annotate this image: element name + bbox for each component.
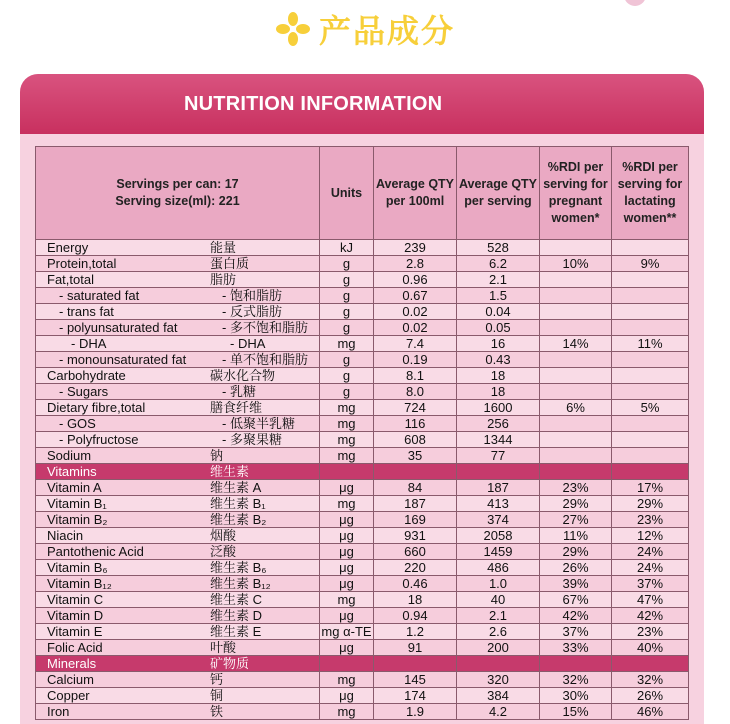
- nutrient-name-cn: - 饱和脂肪: [222, 288, 282, 303]
- unit-cell: mg: [320, 336, 374, 352]
- per-serving-cell: 18: [457, 384, 540, 400]
- per-100ml-cell: 0.02: [374, 304, 457, 320]
- rdi-pregnant-cell: 27%: [540, 512, 612, 528]
- nutrient-name-cn: 维生素 C: [210, 592, 263, 607]
- nutrient-name-cn: - 单不饱和脂肪: [222, 352, 308, 367]
- per-serving-cell: 200: [457, 640, 540, 656]
- nutrient-name: [36, 400, 320, 416]
- unit-cell: mg α-TE: [321, 624, 372, 639]
- per-serving-cell: 0.04: [457, 304, 540, 320]
- nutrient-name: [36, 576, 320, 592]
- per-serving-cell: 374: [457, 512, 540, 528]
- nutrient-name-en: Protein,total: [47, 256, 117, 271]
- unit-cell: mg: [320, 416, 374, 432]
- header-units: Units: [320, 147, 374, 240]
- per-serving-cell: 528: [457, 240, 540, 256]
- unit-cell: mg: [320, 672, 374, 688]
- nutrition-card: [20, 74, 704, 724]
- page-heading: [0, 6, 730, 52]
- rdi-pregnant-cell: 32%: [540, 672, 612, 688]
- nutrient-name-cn: - 乳糖: [222, 384, 256, 399]
- per-100ml-cell: 0.96: [374, 272, 457, 288]
- per-100ml-cell: 724: [374, 400, 457, 416]
- per-serving-cell: 1.5: [457, 288, 540, 304]
- nutrient-name-cn: 烟酸: [210, 528, 237, 543]
- per-100ml-cell: 931: [374, 528, 457, 544]
- per-serving-cell: 2.1: [457, 608, 540, 624]
- per-100ml-cell: 145: [374, 672, 457, 688]
- per-serving-cell: 2.6: [457, 624, 540, 640]
- nutrient-name-en: Vitamin B₁₂: [47, 576, 112, 591]
- nutrient-name-cn: 维生素 B₁: [210, 496, 266, 511]
- unit-cell: mg: [320, 448, 374, 464]
- servings-per-can: Servings per can: 17: [116, 177, 239, 191]
- table-row: [36, 288, 689, 304]
- nutrient-name-cn: - DHA: [230, 336, 266, 351]
- nutrient-name: [36, 592, 320, 608]
- per-100ml-cell: 18: [374, 592, 457, 608]
- per-serving-cell: 4.2: [457, 704, 540, 720]
- table-row: [36, 528, 689, 544]
- per-100ml-cell: 187: [374, 496, 457, 512]
- section-label-en: Minerals: [47, 656, 97, 671]
- unit-cell: μg: [320, 528, 374, 544]
- per-100ml-cell: 8.0: [374, 384, 457, 400]
- per-serving-cell: 0.43: [457, 352, 540, 368]
- table-row: [36, 560, 689, 576]
- table-row: [36, 240, 689, 256]
- nutrient-name-cn: 维生素 B₁₂: [210, 576, 271, 591]
- rdi-lactating-cell: 37%: [612, 576, 689, 592]
- nutrient-name: [36, 608, 320, 624]
- unit-cell: mg: [320, 704, 374, 720]
- per-serving-cell: 0.05: [457, 320, 540, 336]
- table-row: [36, 416, 689, 432]
- section-empty-cell: [320, 656, 374, 672]
- rdi-pregnant-cell: 29%: [540, 496, 612, 512]
- nutrient-name-cn: 铜: [210, 688, 224, 703]
- table-row: [36, 480, 689, 496]
- nutrition-rows: [36, 240, 689, 720]
- rdi-lactating-cell: 29%: [612, 496, 689, 512]
- nutrient-name-en: - polyunsaturated fat: [59, 320, 178, 335]
- unit-cell: g: [320, 320, 374, 336]
- per-serving-cell: 1600: [457, 400, 540, 416]
- nutrient-name-en: - GOS: [59, 416, 96, 431]
- rdi-pregnant-cell: [540, 448, 612, 464]
- rdi-pregnant-cell: 33%: [540, 640, 612, 656]
- rdi-lactating-cell: 42%: [612, 608, 689, 624]
- header-rdi-lactating: %RDI per serving for lactating women**: [612, 147, 689, 240]
- nutrient-name-en: Vitamin B₆: [47, 560, 108, 575]
- per-100ml-cell: 84: [374, 480, 457, 496]
- section-label-cn: 维生素: [210, 464, 250, 479]
- unit-cell: μg: [320, 608, 374, 624]
- rdi-lactating-cell: 47%: [612, 592, 689, 608]
- rdi-pregnant-cell: [540, 368, 612, 384]
- rdi-pregnant-cell: [540, 320, 612, 336]
- rdi-pregnant-cell: 39%: [540, 576, 612, 592]
- table-row: [36, 592, 689, 608]
- section-empty-cell: [320, 464, 374, 480]
- nutrient-name-cn: - 低聚半乳糖: [222, 416, 295, 431]
- nutrient-name: [36, 480, 320, 496]
- rdi-lactating-cell: [612, 384, 689, 400]
- per-serving-cell: 40: [457, 592, 540, 608]
- nutrient-name-en: Sodium: [47, 448, 92, 463]
- per-100ml-cell: 2.8: [374, 256, 457, 272]
- nutrient-name-en: - monounsaturated fat: [59, 352, 187, 367]
- nutrient-name: [36, 336, 320, 352]
- rdi-pregnant-cell: 30%: [540, 688, 612, 704]
- table-row: [36, 640, 689, 656]
- rdi-pregnant-cell: 14%: [540, 336, 612, 352]
- nutrient-name-en: - Sugars: [59, 384, 109, 399]
- unit-cell: mg: [320, 400, 374, 416]
- header-rdi-pregnant: %RDI per serving for pregnant women*: [540, 147, 612, 240]
- table-row: [36, 336, 689, 352]
- rdi-lactating-cell: [612, 432, 689, 448]
- per-100ml-cell: 91: [374, 640, 457, 656]
- nutrient-name: [36, 352, 320, 368]
- per-100ml-cell: 0.94: [374, 608, 457, 624]
- table-row: [36, 608, 689, 624]
- per-serving-cell: 320: [457, 672, 540, 688]
- unit-cell: μg: [320, 560, 374, 576]
- nutrient-name: [36, 240, 320, 256]
- nutrient-name: [36, 256, 320, 272]
- section-empty-cell: [374, 464, 457, 480]
- per-serving-cell: 2058: [457, 528, 540, 544]
- per-serving-cell: 486: [457, 560, 540, 576]
- per-100ml-cell: 239: [374, 240, 457, 256]
- rdi-pregnant-cell: [540, 384, 612, 400]
- section-label-en: Vitamins: [47, 464, 97, 479]
- rdi-pregnant-cell: [540, 304, 612, 320]
- rdi-lactating-cell: [612, 288, 689, 304]
- nutrition-header: NUTRITION INFORMATION: [20, 74, 704, 134]
- nutrient-name-en: Vitamin E: [47, 624, 103, 639]
- rdi-lactating-cell: [612, 448, 689, 464]
- per-100ml-cell: 116: [374, 416, 457, 432]
- rdi-pregnant-cell: 6%: [540, 400, 612, 416]
- rdi-pregnant-cell: [540, 272, 612, 288]
- nutrient-name: [36, 704, 320, 720]
- nutrient-name-cn: 膳食纤维: [210, 400, 263, 415]
- section-empty-cell: [612, 656, 689, 672]
- nutrient-name-en: Vitamin D: [47, 608, 104, 623]
- per-100ml-cell: 0.67: [374, 288, 457, 304]
- nutrient-name: [36, 624, 320, 640]
- unit-cell: μg: [320, 688, 374, 704]
- table-row: [36, 320, 689, 336]
- rdi-lactating-cell: 40%: [612, 640, 689, 656]
- table-row: [36, 448, 689, 464]
- rdi-pregnant-cell: 42%: [540, 608, 612, 624]
- nutrient-name: [36, 416, 320, 432]
- nutrient-name: [36, 512, 320, 528]
- rdi-pregnant-cell: [540, 352, 612, 368]
- unit-cell: kJ: [320, 240, 374, 256]
- rdi-lactating-cell: 32%: [612, 672, 689, 688]
- unit-cell: μg: [320, 480, 374, 496]
- rdi-pregnant-cell: [540, 240, 612, 256]
- rdi-pregnant-cell: 26%: [540, 560, 612, 576]
- per-serving-cell: 16: [457, 336, 540, 352]
- section-label-cn: 矿物质: [210, 656, 250, 671]
- nutrient-name-cn: 脂肪: [210, 272, 237, 287]
- unit-cell: g: [320, 272, 374, 288]
- nutrient-name-cn: 维生素 B₆: [210, 560, 267, 575]
- nutrient-name-cn: - 反式脂肪: [222, 304, 282, 319]
- rdi-lactating-cell: 23%: [612, 624, 689, 640]
- section-label: [36, 656, 320, 672]
- per-serving-cell: 2.1: [457, 272, 540, 288]
- section-row: [36, 464, 689, 480]
- rdi-lactating-cell: 5%: [612, 400, 689, 416]
- table-row: [36, 624, 689, 640]
- table-row: [36, 272, 689, 288]
- nutrient-name-en: - DHA: [71, 336, 107, 351]
- rdi-pregnant-cell: 10%: [540, 256, 612, 272]
- nutrient-name: [36, 272, 320, 288]
- nutrient-name-en: Dietary fibre,total: [47, 400, 146, 415]
- unit-cell: μg: [320, 640, 374, 656]
- nutrient-name-cn: 蛋白质: [210, 256, 250, 271]
- rdi-lactating-cell: [612, 240, 689, 256]
- nutrient-name-cn: - 多不饱和脂肪: [222, 320, 308, 335]
- rdi-lactating-cell: 46%: [612, 704, 689, 720]
- nutrient-name-cn: 能量: [210, 240, 237, 255]
- rdi-lactating-cell: 24%: [612, 544, 689, 560]
- per-100ml-cell: 169: [374, 512, 457, 528]
- section-empty-cell: [457, 656, 540, 672]
- nutrition-body: [20, 134, 704, 724]
- nutrient-name-cn: 维生素 D: [210, 608, 263, 623]
- nutrient-name-en: Pantothenic Acid: [47, 544, 144, 559]
- rdi-pregnant-cell: [540, 416, 612, 432]
- table-row: [36, 432, 689, 448]
- section-label: [36, 464, 320, 480]
- nutrient-name: [36, 384, 320, 400]
- rdi-pregnant-cell: 67%: [540, 592, 612, 608]
- table-row: [36, 544, 689, 560]
- rdi-pregnant-cell: 15%: [540, 704, 612, 720]
- nutrient-name: [36, 640, 320, 656]
- unit-cell: μg: [320, 576, 374, 592]
- nutrient-name: [36, 672, 320, 688]
- unit-cell: mg: [320, 496, 374, 512]
- header-per-100ml: Average QTY per 100ml: [374, 147, 457, 240]
- nutrient-name-cn: 钠: [210, 448, 224, 463]
- nutrient-name-en: Iron: [47, 704, 70, 719]
- section-empty-cell: [540, 464, 612, 480]
- rdi-lactating-cell: 23%: [612, 512, 689, 528]
- per-100ml-cell: 1.2: [374, 624, 457, 640]
- per-serving-cell: 1.0: [457, 576, 540, 592]
- nutrient-name-en: - Polyfructose: [59, 432, 139, 447]
- per-serving-cell: 77: [457, 448, 540, 464]
- table-row: [36, 576, 689, 592]
- table-row: [36, 352, 689, 368]
- per-100ml-cell: 660: [374, 544, 457, 560]
- rdi-pregnant-cell: [540, 432, 612, 448]
- per-serving-cell: 1344: [457, 432, 540, 448]
- per-100ml-cell: 0.46: [374, 576, 457, 592]
- per-serving-cell: 18: [457, 368, 540, 384]
- nutrient-name: [36, 448, 320, 464]
- rdi-lactating-cell: [612, 368, 689, 384]
- nutrient-name-en: - saturated fat: [59, 288, 140, 303]
- per-100ml-cell: 0.02: [374, 320, 457, 336]
- unit-cell: g: [320, 288, 374, 304]
- per-serving-cell: 1459: [457, 544, 540, 560]
- nutrient-name-en: Calcium: [47, 672, 94, 687]
- rdi-lactating-cell: 17%: [612, 480, 689, 496]
- unit-cell: mg: [320, 592, 374, 608]
- table-row: [36, 256, 689, 272]
- nutrient-name-en: Carbohydrate: [47, 368, 126, 383]
- nutrient-name: [36, 288, 320, 304]
- rdi-lactating-cell: 24%: [612, 560, 689, 576]
- section-empty-cell: [540, 656, 612, 672]
- rdi-lactating-cell: 12%: [612, 528, 689, 544]
- unit-cell: g: [320, 304, 374, 320]
- rdi-lactating-cell: 9%: [612, 256, 689, 272]
- unit-cell: g: [320, 256, 374, 272]
- section-empty-cell: [612, 464, 689, 480]
- table-row: [36, 688, 689, 704]
- unit-cell: μg: [320, 544, 374, 560]
- nutrient-name-cn: 叶酸: [210, 640, 237, 655]
- nutrient-name: [36, 496, 320, 512]
- table-row: [36, 672, 689, 688]
- nutrient-name-cn: 维生素 B₂: [210, 512, 267, 527]
- nutrient-name-cn: 泛酸: [210, 544, 237, 559]
- per-serving-cell: 6.2: [457, 256, 540, 272]
- nutrient-name: [36, 368, 320, 384]
- rdi-lactating-cell: [612, 320, 689, 336]
- nutrient-name-en: Energy: [47, 240, 89, 255]
- page-title: 产品成分: [318, 12, 455, 50]
- rdi-lactating-cell: [612, 304, 689, 320]
- table-row: [36, 512, 689, 528]
- table-row: [36, 704, 689, 720]
- serving-size: Serving size(ml): 221: [115, 194, 240, 208]
- nutrient-name: [36, 528, 320, 544]
- table-row: [36, 368, 689, 384]
- nutrient-name-en: Folic Acid: [47, 640, 103, 655]
- per-100ml-cell: 7.4: [374, 336, 457, 352]
- table-row: [36, 384, 689, 400]
- nutrient-name: [36, 432, 320, 448]
- rdi-pregnant-cell: 29%: [540, 544, 612, 560]
- nutrient-name-cn: 碳水化合物: [210, 368, 276, 383]
- unit-cell: g: [320, 384, 374, 400]
- nutrient-name: [36, 544, 320, 560]
- per-serving-cell: 413: [457, 496, 540, 512]
- rdi-lactating-cell: 26%: [612, 688, 689, 704]
- nutrient-name-en: - trans fat: [59, 304, 114, 319]
- rdi-pregnant-cell: 37%: [540, 624, 612, 640]
- per-100ml-cell: 35: [374, 448, 457, 464]
- rdi-pregnant-cell: [540, 288, 612, 304]
- nutrient-name-en: Copper: [47, 688, 90, 703]
- section-row: [36, 656, 689, 672]
- rdi-lactating-cell: 11%: [612, 336, 689, 352]
- per-100ml-cell: 174: [374, 688, 457, 704]
- table-row: [36, 400, 689, 416]
- nutrient-name-cn: - 多聚果糖: [222, 432, 282, 447]
- header-per-serving: Average QTY per serving: [457, 147, 540, 240]
- nutrient-name: [36, 560, 320, 576]
- serving-info: [36, 147, 320, 240]
- section-empty-cell: [457, 464, 540, 480]
- nutrient-name: [36, 304, 320, 320]
- per-100ml-cell: 0.19: [374, 352, 457, 368]
- rdi-lactating-cell: [612, 352, 689, 368]
- per-serving-cell: 187: [457, 480, 540, 496]
- unit-cell: μg: [320, 512, 374, 528]
- table-row: [36, 304, 689, 320]
- nutrient-name: [36, 688, 320, 704]
- nutrient-name-en: Fat,total: [47, 272, 94, 287]
- nutrient-name-cn: 铁: [210, 704, 224, 719]
- per-100ml-cell: 1.9: [374, 704, 457, 720]
- table-row: [36, 496, 689, 512]
- nutrient-name-cn: 维生素 A: [210, 480, 262, 495]
- unit-cell: mg: [320, 432, 374, 448]
- nutrition-table: [35, 146, 689, 720]
- rdi-lactating-cell: [612, 416, 689, 432]
- per-100ml-cell: 608: [374, 432, 457, 448]
- unit-cell: g: [320, 352, 374, 368]
- rdi-pregnant-cell: 11%: [540, 528, 612, 544]
- nutrient-name: [36, 320, 320, 336]
- nutrient-name-en: Vitamin A: [47, 480, 102, 495]
- nutrient-name-cn: 钙: [210, 672, 224, 687]
- per-100ml-cell: 8.1: [374, 368, 457, 384]
- rdi-lactating-cell: [612, 272, 689, 288]
- nutrient-name-en: Vitamin C: [47, 592, 104, 607]
- nutrient-name-en: Vitamin B₂: [47, 512, 108, 527]
- per-serving-cell: 256: [457, 416, 540, 432]
- nutrient-name-en: Niacin: [47, 528, 84, 543]
- per-serving-cell: 384: [457, 688, 540, 704]
- nutrient-name-cn: 维生素 E: [210, 624, 262, 639]
- rdi-pregnant-cell: 23%: [540, 480, 612, 496]
- section-empty-cell: [374, 656, 457, 672]
- nutrient-name-en: Vitamin B₁: [47, 496, 107, 511]
- per-100ml-cell: 220: [374, 560, 457, 576]
- unit-cell: g: [320, 368, 374, 384]
- flower-icon: [275, 11, 311, 47]
